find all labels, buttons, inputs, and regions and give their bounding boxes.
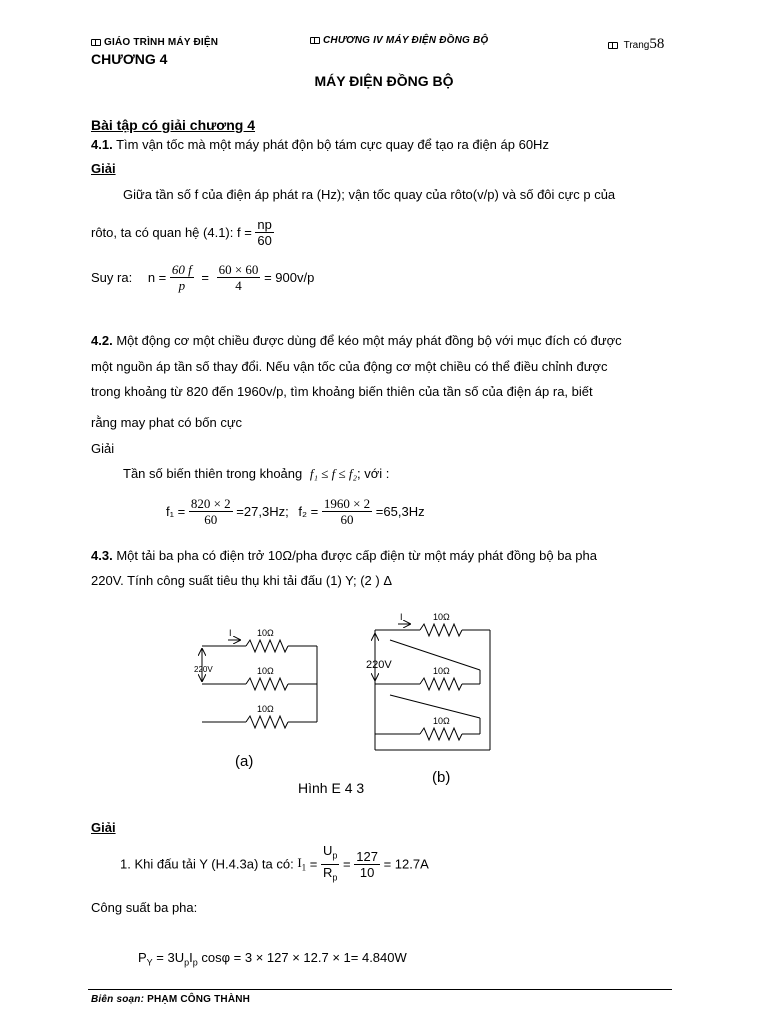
caption-a: (a) bbox=[235, 753, 254, 770]
problem-4-1 bbox=[91, 137, 549, 152]
numerator: 60 × 60 bbox=[218, 262, 259, 277]
denominator: 60 bbox=[340, 512, 354, 527]
denominator bbox=[321, 865, 339, 886]
book-icon bbox=[608, 42, 618, 49]
footer-rule bbox=[88, 989, 672, 990]
header-center-text: CHƯƠNG IV MÁY ĐIỆN ĐỒNG BỘ bbox=[323, 35, 489, 46]
rp-text: R bbox=[323, 864, 333, 880]
section-title: Bài tập có giải chương 4 bbox=[91, 117, 256, 133]
denominator: 60 bbox=[257, 233, 272, 248]
page-label: Trang bbox=[623, 40, 650, 51]
item1-prefix: 1. Khi đấu tải Y (H.4.3a) ta có: bbox=[120, 856, 294, 872]
up-sub: p bbox=[332, 850, 338, 861]
result: = 12.7A bbox=[383, 856, 429, 872]
header-right bbox=[608, 36, 664, 53]
p42-line2: một nguồn áp tần số thay đổi. Nếu vận tốc của động cơ một chiều có thể điều chỉnh được bbox=[91, 359, 608, 374]
numerator: 60 f bbox=[171, 262, 192, 277]
denominator: p bbox=[178, 278, 186, 293]
f1-result: =27,3Hz; bbox=[236, 504, 289, 519]
voltage-label-a: 220V bbox=[194, 665, 213, 674]
p41-suyra bbox=[91, 262, 314, 293]
suyra-label: Suy ra: bbox=[91, 270, 133, 285]
page-number: 58 bbox=[649, 36, 665, 52]
equals: = bbox=[309, 856, 318, 872]
p43-line1 bbox=[91, 548, 597, 563]
power-rhs-a: = 3U bbox=[152, 950, 185, 965]
current-symbol-text: I bbox=[297, 855, 302, 871]
denominator: 10 bbox=[359, 864, 375, 880]
header-left bbox=[91, 37, 218, 48]
numerator bbox=[321, 843, 339, 865]
p42-line4: rằng may phat có bốn cực bbox=[91, 415, 243, 430]
up-text: U bbox=[323, 843, 333, 858]
res-label-a2: 10Ω bbox=[257, 666, 274, 676]
fraction bbox=[217, 262, 261, 293]
solution-label: Giải bbox=[91, 161, 116, 176]
rp-sub: p bbox=[332, 872, 338, 883]
current-symbol bbox=[297, 855, 307, 873]
problem-text: Tìm vận tốc mà một máy phát độn bộ tám cực quay để tạo ra điện áp 60Hz bbox=[116, 137, 549, 152]
book-icon bbox=[91, 39, 101, 46]
problem-number: 4.1. bbox=[91, 137, 113, 152]
problem-number: 4.3. bbox=[91, 548, 113, 563]
footer bbox=[91, 994, 250, 1005]
f2-label: f₂ = bbox=[298, 504, 319, 519]
numerator: np bbox=[257, 217, 272, 232]
power-lhs: P bbox=[138, 950, 147, 965]
range-expr: f₁ ≤ f ≤ f₂ bbox=[309, 466, 358, 481]
equals: = bbox=[201, 270, 209, 285]
solution-label-3: Giải bbox=[91, 820, 116, 835]
fraction bbox=[170, 262, 194, 293]
header-left-text: GIÁO TRÌNH MÁY ĐIỆN bbox=[104, 37, 219, 48]
power-equation bbox=[138, 950, 407, 968]
fraction bbox=[189, 496, 233, 527]
numerator: 127 bbox=[356, 848, 378, 864]
range-suffix: ; với : bbox=[357, 466, 390, 481]
solution-label-2: Giải bbox=[91, 441, 115, 456]
power-lhs-sub: Y bbox=[146, 957, 153, 968]
p42-line3: trong khoảng từ 820 đến 1960v/p, tìm khoảng biến thiên của tần số của điện áp ra, biết bbox=[91, 384, 593, 399]
chapter-label: CHƯƠNG 4 bbox=[91, 51, 168, 67]
figure-caption: Hình E 4 3 bbox=[298, 780, 365, 796]
fraction bbox=[322, 496, 372, 527]
power-label: Công suất ba pha: bbox=[91, 900, 198, 915]
n-eq: n = bbox=[147, 270, 167, 285]
p41-line2 bbox=[91, 217, 274, 248]
equals: = bbox=[343, 856, 351, 872]
book-icon bbox=[310, 37, 320, 44]
solution-item1 bbox=[120, 843, 429, 885]
numerator: 1960 × 2 bbox=[323, 496, 371, 511]
res-label-a1: 10Ω bbox=[257, 628, 274, 638]
denominator: 4 bbox=[235, 278, 242, 293]
p41-line2-text: rôto, ta có quan hệ (4.1): f = bbox=[91, 225, 252, 240]
fraction bbox=[321, 843, 339, 885]
result: = 900v/p bbox=[264, 270, 315, 285]
footer-author: PHẠM CÔNG THÀNH bbox=[147, 994, 251, 1005]
res-label-b3: 10Ω bbox=[433, 716, 450, 726]
header-center bbox=[310, 35, 488, 46]
p42-line1 bbox=[91, 333, 622, 348]
p42-range bbox=[123, 466, 389, 482]
diagram-a bbox=[202, 640, 317, 728]
current-symbol-sub: 1 bbox=[301, 862, 307, 873]
problem-text: Một tải ba pha có điện trở 10Ω/pha được cấp điện từ một máy phát đồng bộ ba pha bbox=[116, 548, 598, 563]
footer-label: Biên soạn: bbox=[91, 994, 145, 1005]
denominator: 60 bbox=[204, 512, 218, 527]
fraction bbox=[255, 217, 273, 248]
f1-label: f₁ = bbox=[166, 504, 186, 519]
power-rhs-b: I bbox=[189, 950, 193, 965]
power-rhs-sub-a: p bbox=[184, 957, 190, 968]
f2-result: =65,3Hz bbox=[375, 504, 425, 519]
p42-frequencies bbox=[166, 496, 425, 527]
power-rhs-sub-b: p bbox=[192, 957, 198, 968]
current-label-a: I bbox=[229, 628, 232, 638]
fraction bbox=[354, 849, 380, 880]
voltage-label-b: 220V bbox=[366, 659, 392, 671]
p41-line1: Giữa tần số f của điện áp phát ra (Hz); vận tốc quay của rôto(v/p) và số đôi cực p của bbox=[123, 187, 616, 202]
p43-line2: 220V. Tính công suất tiêu thụ khi tải đấu (1) Y; (2 ) Δ bbox=[91, 573, 393, 588]
range-text: Tần số biến thiên trong khoảng bbox=[123, 466, 303, 481]
power-rhs-c: cosφ = 3 × 127 × 12.7 × 1= 4.840W bbox=[197, 950, 407, 965]
res-label-a3: 10Ω bbox=[257, 704, 274, 714]
problem-text: Một động cơ một chiều được dùng để kéo một máy phát đồng bộ với mục đích có được bbox=[116, 333, 622, 348]
current-label-b: I bbox=[400, 612, 403, 622]
circuit-figure bbox=[180, 600, 520, 800]
res-label-b1: 10Ω bbox=[433, 612, 450, 622]
problem-number: 4.2. bbox=[91, 333, 113, 348]
numerator: 820 × 2 bbox=[190, 496, 231, 511]
page-title: MÁY ĐIỆN ĐỒNG BỘ bbox=[314, 73, 454, 89]
res-label-b2: 10Ω bbox=[433, 666, 450, 676]
caption-b: (b) bbox=[432, 769, 451, 786]
diagram-b bbox=[375, 624, 490, 750]
